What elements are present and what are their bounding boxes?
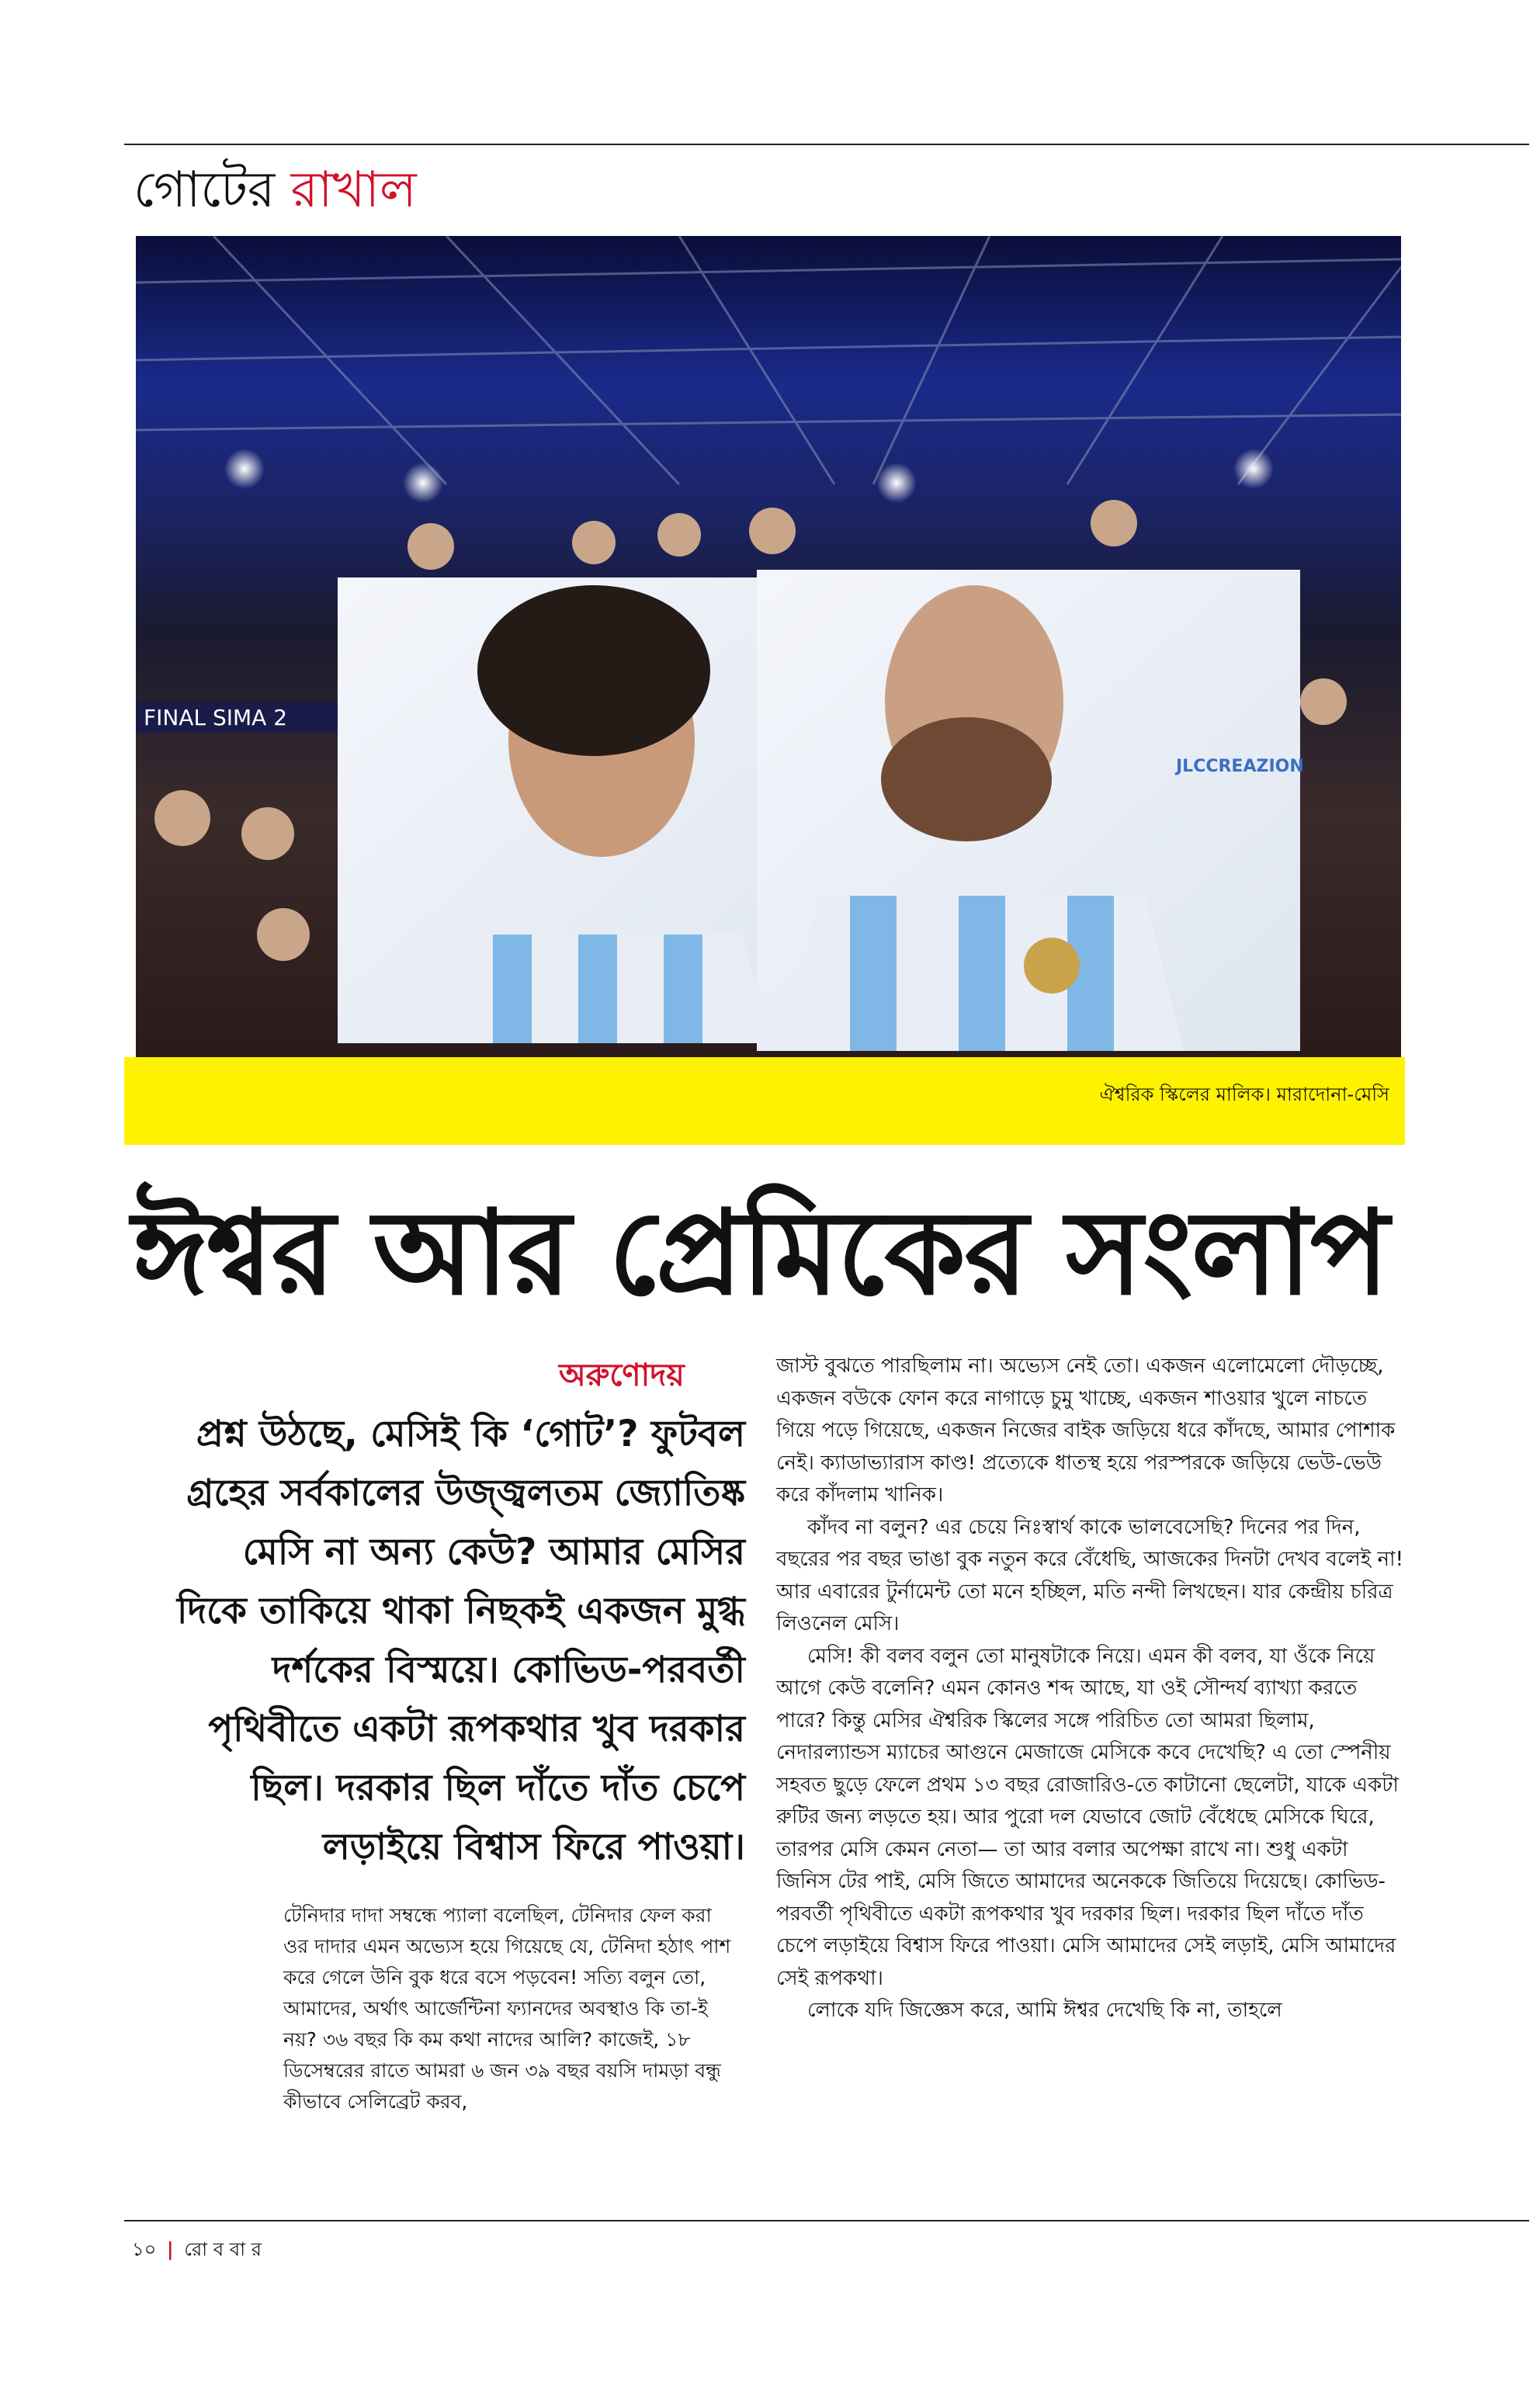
stadium-light xyxy=(403,463,443,503)
section-heading-word-1: গোটের xyxy=(134,161,276,219)
publication-name: রো ব বা র xyxy=(184,2239,262,2260)
section-heading-word-2: রাখাল xyxy=(290,161,417,219)
bottom-rule xyxy=(124,2220,1529,2221)
lede-paragraph: প্রশ্ন উঠছে, মেসিই কি ‘গোট’? ফুটবল গ্রহের সর্বকালের উজ্জ্বলতম জ্যোতিষ্ক মেসি না অন্য কেউ? আমার মেসির দিকে তাকিয়ে থাকা নিছকই একজন মুগ্ধ দর্শকের বিস্ময়ে। কোভিড-পরবর্তী পৃথিবীতে একটা রূপকথার খুব দরকার ছিল। দরকার ছিল দাঁতে দাঁত চেপে লড়াইয়ে বিশ্বাস ফিরে পাওয়া। xyxy=(177,1413,745,1868)
top-rule xyxy=(124,144,1529,145)
section-heading xyxy=(134,155,417,225)
byline: অরুণোদয় xyxy=(559,1358,685,1393)
stadium-light xyxy=(1233,449,1274,489)
stadium-photo-illustration xyxy=(136,236,1401,1057)
body-column-left: টেনিদার দাদা সম্বন্ধে প্যালা বলেছিল, টেনিদার ফেল করা ওর দাদার এমন অভ্যেস হয়ে গিয়েছে যে, টেনিদা হঠাৎ পাশ করে গেলে উনি বুক ধরে বসে পড়বেন! সত্যি বলুন তো, আমাদের, অর্থাৎ আর্জেন্টিনা ফ্যানদের অবস্থাও কি তা-ই নয়? ৩৬ বছর কি কম কথা নাদের আলি? কাজেই, ১৮ ডিসেম্বরের রাতে আমরা ৬ জন ৩৯ বছর বয়সি দামড়া বন্ধু কীভাবে সেলিব্রেট করব, xyxy=(283,1904,731,2113)
stadium-light xyxy=(224,449,265,489)
page-number: ১০ xyxy=(132,2239,157,2260)
body-paragraph: লোকে যদি জিজ্ঞেস করে, আমি ঈশ্বর দেখেছি কি না, তাহলে xyxy=(807,1999,1282,2022)
stadium-light xyxy=(876,463,917,503)
messi-flag xyxy=(757,570,1300,1051)
body-paragraph: মেসি! কী বলব বলুন তো মানুষটাকে নিয়ে। এমন কী বলব, যা ওঁকে নিয়ে আগে কেউ বলেনি? এমন কোনও শব্দ আছে, যা ওই সৌন্দর্য ব্যাখ্যা করতে পারে? কিন্তু মেসির ঐশ্বরিক স্কিলের সঙ্গে পরিচিত তো আমরা ছিলাম, নেদারল্যান্ডস ম্যাচের আগুনে মেজাজে মেসিকে কবে দেখেছি? এ তো স্পেনীয় সহবত ছুড়ে ফেলে প্রথম ১৩ বছর রোজারিও-তে কাটানো ছেলেটা, যাকে একটা রুটির জন্য লড়তে হয়। আর পুরো দল যেভাবে জোট বেঁধেছে মেসিকে ঘিরে, তারপর মেসি কেমন নেতা— তা আর বলার অপেক্ষা রাখে না। শুধু একটা জিনিস টের পাই, মেসি জিতে আমাদের অনেককে জিতিয়ে দিয়েছে। কোভিড-পরবর্তী পৃথিবীতে একটা রূপকথার খুব দরকার ছিল। দরকার ছিল দাঁতে দাঁত চেপে লড়াইয়ে বিশ্বাস ফিরে পাওয়া। মেসি আমাদের সেই লড়াই, মেসি আমাদের সেই রূপকথা। xyxy=(776,1644,1399,1990)
caption-bar xyxy=(124,1057,1405,1145)
roof-truss xyxy=(136,236,1401,484)
body-paragraph: জাস্ট বুঝতে পারছিলাম না। অভ্যেস নেই তো। একজন এলোমেলো দৌড়চ্ছে, একজন বউকে ফোন করে নাগাড়ে চুমু খাচ্ছে, একজন শাওয়ার খুলে নাচতে গিয়ে পড়ে গিয়েছে, একজন নিজের বাইক জড়িয়ে ধরে কাঁদছে, আমার পোশাক নেই। ক্যাডাভ্যারাস কাণ্ড! প্রত্যেকে ধাতস্থ হয়ে পরস্পরকে জড়িয়ে ভেউ-ভেউ করে কাঁদলাম খানিক। xyxy=(776,1354,1396,1507)
flag-brand-mark: JLCCREAZION xyxy=(1176,757,1304,776)
lead-photo xyxy=(136,236,1401,1057)
headline: ঈশ্বর আর প্রেমিকের সংলাপ xyxy=(132,1186,1388,1321)
folio xyxy=(132,2235,262,2266)
body-paragraph: কাঁদব না বলুন? এর চেয়ে নিঃস্বার্থ কাকে ভালবেসেছি? দিনের পর দিন, বছরের পর বছর ভাঙা বুক নতুন করে বেঁধেছি, আজকের দিনটা দেখব বলেই না! আর এবারের টুর্নামেন্ট তো মনে হচ্ছিল, মতি নন্দী লিখছেন। যার কেন্দ্রীয় চরিত্র লিওনেল মেসি। xyxy=(776,1515,1403,1635)
body-column-right xyxy=(776,1351,1405,2027)
folio-separator: | xyxy=(166,2239,174,2260)
stadium-banner-text: FINAL SIMA 2 xyxy=(144,705,288,730)
photo-caption: ঐশ্বরিক স্কিলের মালিক। মারাদোনা-মেসি xyxy=(1099,1084,1389,1105)
